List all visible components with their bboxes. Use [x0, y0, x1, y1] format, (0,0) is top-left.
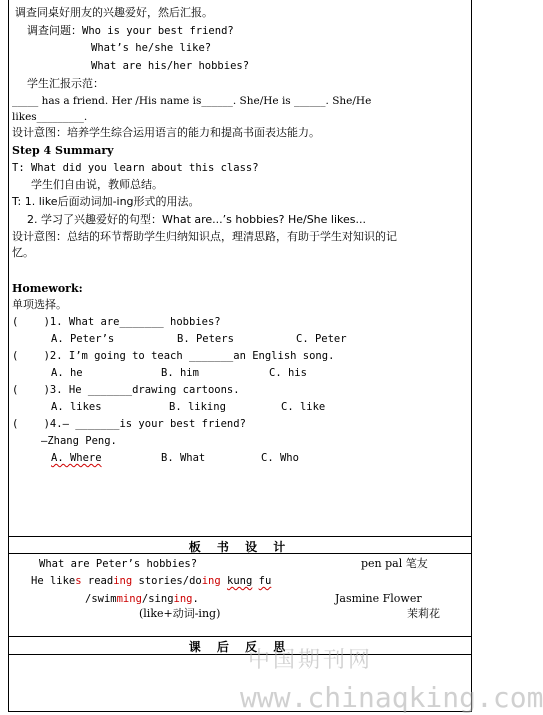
survey-report-label: 学生汇报示范： — [27, 77, 104, 90]
question-2-option-a: A. he — [51, 367, 83, 379]
board-line-2: He likes reading stories/doing kung fu — [31, 575, 272, 587]
question-2-option-c: C. his — [269, 367, 307, 379]
divider-reflection-bottom — [9, 654, 471, 655]
question-2: ( )2. I’m going to teach _______an English song. — [12, 350, 335, 362]
question-1-option-b: B. Peters — [177, 333, 234, 345]
question-3-option-b: B. liking — [169, 401, 226, 413]
question-4-option-c: C. Who — [261, 452, 299, 464]
design-intent-2-line-1: 设计意图：总结的环节帮助学生归纳知识点，理清思路，有助于学生对知识的记 — [12, 230, 397, 243]
question-3-option-a: A. likes — [51, 401, 102, 413]
question-3-option-c: C. like — [281, 401, 326, 413]
board-jasmine-cn: 茉莉花 — [407, 607, 440, 620]
question-1-option-a: A. Peter’s — [51, 333, 115, 345]
question-4-answer: —Zhang Peng. — [41, 435, 117, 447]
question-4: ( )4.— _______is your best friend? — [12, 418, 246, 430]
step4-title: Step 4 Summary — [12, 144, 114, 157]
question-1-option-c: C. Peter — [296, 333, 347, 345]
question-3: ( )3. He _______drawing cartoons. — [12, 384, 240, 396]
board-pen-pal: pen pal 笔友 — [361, 557, 428, 570]
watermark-url: www.chinaqking.com — [240, 681, 543, 714]
question-1: ( )1. What are_______ hobbies? — [12, 316, 221, 328]
step4-teacher-question: T: What did you learn about this class? — [12, 162, 259, 174]
divider-board-bottom — [9, 553, 471, 554]
question-2-option-b: B. him — [161, 367, 199, 379]
design-intent-2-line-2: 忆。 — [12, 246, 34, 259]
survey-question-3: What are his/her hobbies? — [91, 60, 250, 72]
watermark-chinese: 中国期刊网 — [248, 648, 374, 673]
survey-report-line-1: _____ has a friend. Her /His name is______. She/He is ______. She/He — [12, 95, 372, 107]
board-design-title: 板 书 设 计 — [188, 540, 292, 554]
question-4-option-a: A. Where — [51, 452, 102, 464]
survey-question-1: Who is your best friend? — [82, 25, 234, 37]
step4-point-2: 2. 学习了兴趣爱好的句型：What are...’s hobbies? He/She likes... — [27, 213, 366, 226]
survey-intro: 调查同桌好朋友的兴趣爱好，然后汇报。 — [15, 6, 213, 19]
lesson-plan-page — [8, 0, 472, 712]
survey-question-1-line — [27, 24, 234, 38]
step4-teacher-note: 学生们自由说，教师总结。 — [31, 178, 163, 191]
divider-reflection-top — [9, 636, 471, 637]
design-intent-1: 设计意图：培养学生综合运用语言的能力和提高书面表达能力。 — [12, 126, 320, 139]
survey-question-2: What’s he/she like? — [91, 42, 212, 54]
board-line-4: (like+动词-ing) — [139, 607, 221, 620]
question-4-option-b: B. What — [161, 452, 206, 464]
reflection-title: 课 后 反 思 — [188, 640, 292, 654]
board-line-3: /swimming/singing. — [85, 593, 199, 605]
board-jasmine-flower: Jasmine Flower — [335, 592, 422, 605]
survey-report-line-2: likes_________. — [12, 111, 88, 123]
divider-board-top — [9, 536, 471, 537]
board-line-1: What are Peter’s hobbies? — [39, 558, 198, 570]
homework-title: Homework: — [12, 282, 83, 295]
step4-point-1: T: 1. like后面动词加-ing形式的用法。 — [12, 195, 200, 208]
survey-question-label: 调查问题： — [27, 24, 82, 37]
homework-subtitle: 单项选择。 — [12, 298, 67, 311]
